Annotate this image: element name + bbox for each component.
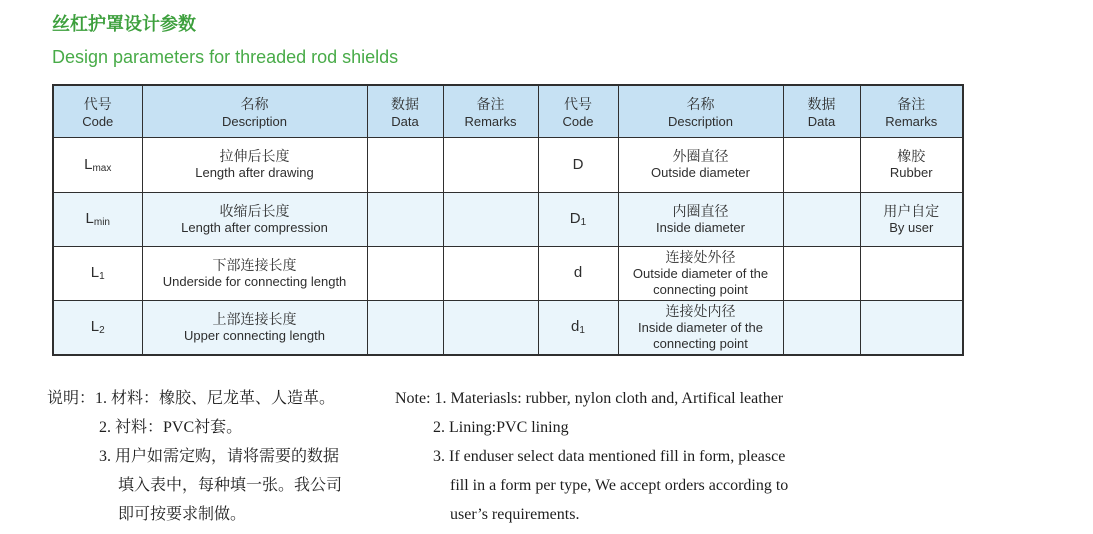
cell-description [618,300,783,355]
description-zh: 下部连接长度 [212,256,297,273]
cell-description [142,246,367,300]
description-en: Inside diameter of the connecting point [637,319,764,351]
description-en: Outside diameter of the connecting point [632,265,769,297]
cell-remarks [860,300,963,355]
header-description-en: Description [221,113,288,129]
description-en: Length after drawing [195,165,314,180]
header-remarks-zh: 备注 [476,95,505,112]
header-data-en: Data [807,113,836,129]
cell-data [783,137,860,192]
table-row [53,137,963,192]
description-zh: 外圈直径 [672,148,729,164]
table-row [53,192,963,246]
cell-description [618,246,783,300]
description-zh: 连接处外径 [665,248,736,265]
note-line: 2. Lining:PVC lining [433,418,569,436]
header-description-right [618,85,783,137]
description-en: Upper connecting length [184,327,325,343]
cell-remarks [443,300,538,355]
code-subscript: 1 [580,217,587,228]
cell-code [53,192,142,246]
description-zh: 上部连接长度 [212,310,297,327]
parameters-table [52,84,964,356]
header-description-zh: 名称 [686,95,715,112]
header-remarks-left [443,85,538,137]
cell-description [618,192,783,246]
cell-code [53,300,142,355]
code-subscript: 1 [579,325,585,336]
description-zh: 拉伸后长度 [219,148,290,164]
remark-en: By user [889,219,934,235]
header-remarks-en: Remarks [885,113,938,129]
table-row [53,300,963,355]
cell-data [783,192,860,246]
cell-description [618,137,783,192]
page-title-zh: 丝杠护罩设计参数 [52,14,196,34]
note-line: 说明：1. 材料：橡胶、尼龙革、人造革。 [47,389,336,407]
cell-description [142,300,367,355]
code-subscript: min [93,217,110,228]
code-text: L [84,155,93,173]
code-text: L [85,210,94,227]
header-data-right [783,85,860,137]
cell-code [53,137,142,192]
header-remarks-zh: 备注 [897,95,926,112]
header-remarks-en: Remarks [464,113,517,129]
note-line: user’s requirements. [450,505,580,523]
description-en: Inside diameter [656,219,745,235]
note-line: 即可按要求制做。 [118,505,247,523]
code-subscript: 2 [99,325,105,336]
remark-zh: 用户自定 [883,202,940,219]
cell-data [367,300,443,355]
header-code-left [53,85,142,137]
cell-remarks [443,137,538,192]
cell-remarks [860,246,963,300]
note-line: 2. 衬料：PVC衬套。 [99,418,243,436]
header-code-zh: 代号 [83,95,112,112]
note-line: 填入表中，每种填一张。我公司 [118,476,343,494]
code-text: d [573,264,583,281]
note-line: Note: 1. Materiasls: rubber, nylon cloth and, Artifical leather [395,389,784,407]
header-row [53,85,963,137]
header-data-zh: 数据 [391,95,419,112]
header-description-left [142,85,367,137]
page-title-en: Design parameters for threaded rod shields [52,47,399,67]
description-zh: 收缩后长度 [219,202,290,219]
header-data-en: Data [391,113,419,129]
cell-code [538,192,618,246]
cell-code [538,246,618,300]
code-text: D [569,210,581,227]
header-description-zh: 名称 [240,95,269,112]
cell-code [538,300,618,355]
description-zh: 连接处内径 [665,302,736,319]
cell-remarks [443,246,538,300]
header-data-zh: 数据 [807,95,836,112]
cell-data [367,246,443,300]
notes-english [395,384,788,529]
description-en: Outside diameter [651,165,750,180]
table-row [53,246,963,300]
description-en: Length after compression [181,219,328,235]
header-code-right [538,85,618,137]
code-text: L [90,264,100,281]
header-code-zh: 代号 [564,95,592,112]
cell-data [783,246,860,300]
note-line: 3. If enduser select data mentioned fill in form, pleasce [433,447,786,465]
cell-data [367,137,443,192]
header-data-left [367,85,443,137]
cell-remarks [860,192,963,246]
cell-code [53,246,142,300]
code-text: L [90,318,100,335]
header-code-en: Code [562,113,594,129]
cell-remarks [860,137,963,192]
description-en: Underside for connecting length [162,273,347,289]
notes-section [47,384,1093,529]
note-line: fill in a form per type, We accept orders according to [450,476,789,494]
header-code-en: Code [82,113,114,129]
code-text: d [571,318,580,335]
remark-en: Rubber [889,165,933,180]
cell-data [367,192,443,246]
cell-description [142,192,367,246]
code-subscript: max [92,162,112,174]
remark-zh: 橡胶 [897,148,926,164]
note-line: 3. 用户如需定购，请将需要的数据 [99,447,340,465]
cell-description [142,137,367,192]
cell-remarks [443,192,538,246]
header-remarks-right [860,85,963,137]
header-description-en: Description [667,113,734,129]
description-zh: 内圈直径 [672,202,729,219]
code-subscript: 1 [99,271,105,282]
notes-chinese [47,384,395,529]
code-text: D [572,155,584,173]
cell-data [783,300,860,355]
cell-code [538,137,618,192]
